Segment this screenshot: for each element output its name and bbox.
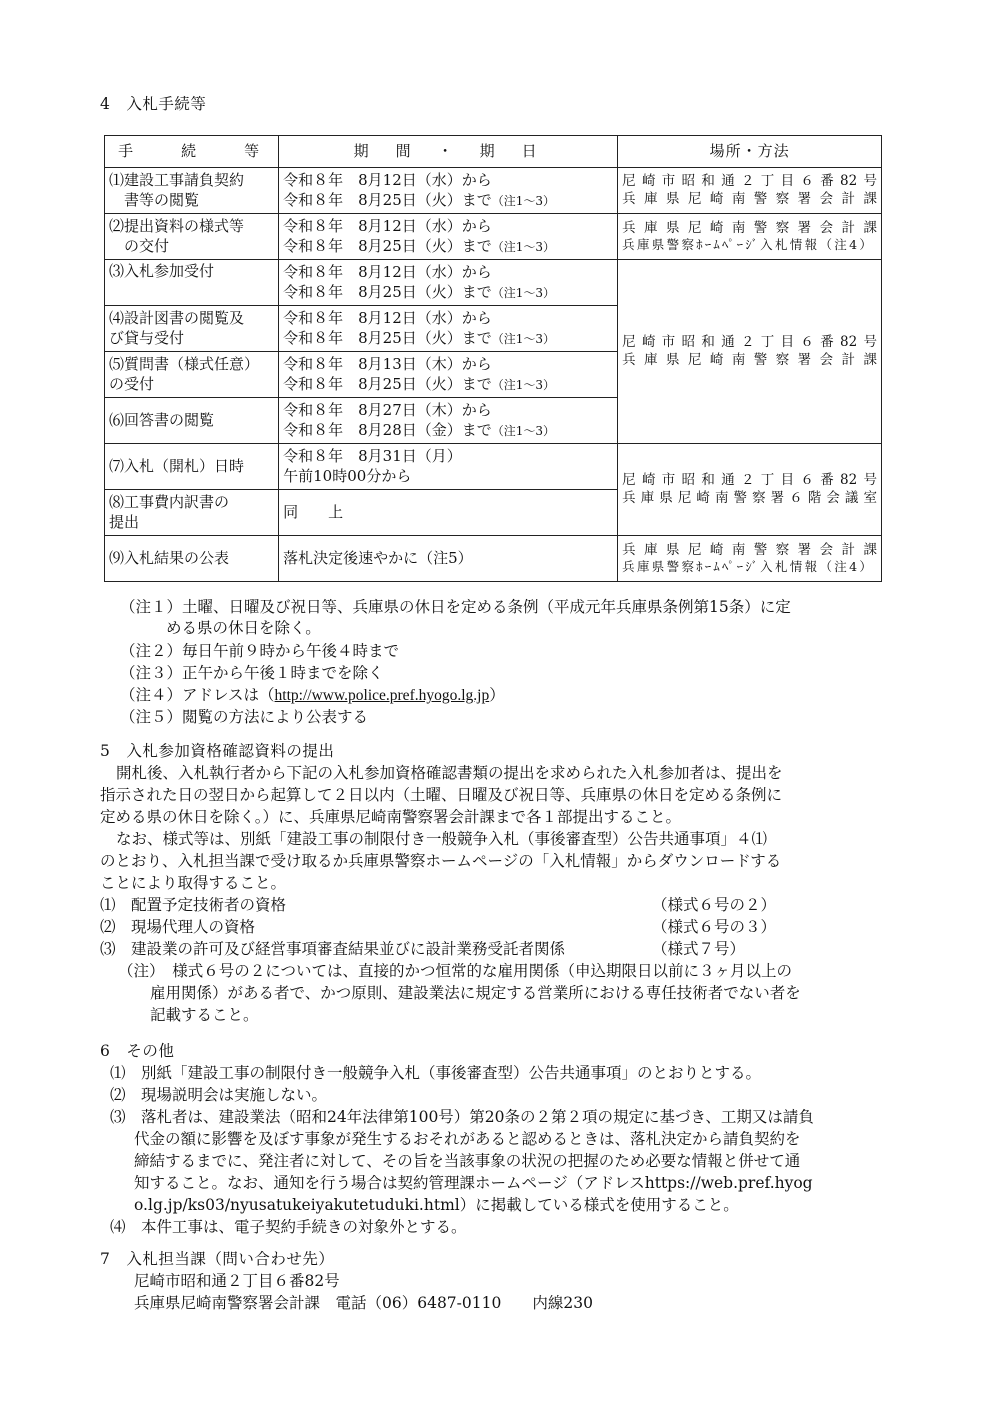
list-item: ⑶ 建設業の許可及び経営事項審査結果並びに設計業務受託者関係: [100, 940, 566, 958]
procedure-name: ⑹回答書の閲覧: [105, 398, 279, 444]
period-cell: 令和８年 8月12日（水）から 令和８年 8月25日（火）まで（注1〜3）: [279, 306, 618, 352]
list-item-cont: 締結するまでに、発注者に対して、その旨を当該事象の状況の把握のため必要な情報と併せて通: [134, 1152, 801, 1170]
note-3: （注３）正午から午後１時までを除く: [120, 664, 384, 682]
list-item: ⑶ 落札者は、建設業法（昭和24年法律第100号）第20条の２第２項の規定に基づき、工期又は請負: [110, 1108, 814, 1126]
section-5-note-cont: 雇用関係）がある者で、かつ原則、建設業法に規定する営業所における専任技術者でない者を: [150, 984, 801, 1002]
note-1: （注１）土曜、日曜及び祝日等、兵庫県の休日を定める条例（平成元年兵庫県条例第15条）に定: [120, 598, 791, 616]
section-7-heading: 7 入札担当課（問い合わせ先）: [100, 1250, 335, 1268]
list-item: ⑴ 配置予定技術者の資格: [100, 896, 287, 914]
form-ref: （様式６号の３）: [652, 918, 777, 936]
para1-line: 定める県の休日を除く。）に、兵庫県尼崎南警察署会計課まで各１部提出すること。: [100, 808, 681, 826]
list-item-cont: o.lg.jp/ks03/nyusatukeiyakutetuduki.html）に掲載している様式を使用すること。: [134, 1196, 739, 1214]
procedure-name: ⑷設計図書の閲覧及 び貸与受付: [105, 306, 279, 352]
header-period: 期 間 ・ 期 日: [279, 136, 618, 168]
list-item-cont: 知すること。なお、通知を行う場合は契約管理課ホームページ（アドレスhttps://web.pref.hyog: [134, 1174, 813, 1192]
police-website-link[interactable]: http://www.police.pref.hyogo.lg.jp: [274, 687, 490, 704]
note-1-cont: める県の休日を除く。: [166, 619, 321, 637]
procedure-name: ⑸質問書（様式任意） の受付: [105, 352, 279, 398]
list-item: ⑵ 現場説明会は実施しない。: [110, 1086, 328, 1104]
para2-line: なお、様式等は、別紙「建設工事の制限付き一般競争入札（事後審査型）公告共通事項」４⑴: [116, 830, 768, 848]
note-2: （注２）毎日午前９時から午後４時まで: [120, 642, 400, 660]
place-cell: 兵庫県尼崎南警察署会計課 兵庫県警察ﾎｰﾑﾍﾟｰｼﾞ入札情報（注4）: [618, 536, 882, 582]
period-cell: 落札決定後速やかに（注5）: [279, 536, 618, 582]
section-5-heading: 5 入札参加資格確認資料の提出: [100, 742, 335, 760]
section-4-heading: 4 入札手続等: [100, 95, 207, 113]
note-5: （注５）閲覧の方法により公表する: [120, 708, 369, 726]
period-cell: 令和８年 8月12日（水）から 令和８年 8月25日（火）まで（注1〜3）: [279, 168, 618, 214]
section-5-note-cont: 記載すること。: [150, 1006, 259, 1024]
period-cell: 令和８年 8月31日（月） 午前10時00分から: [279, 444, 618, 490]
note-4: （注４）アドレスは（http://www.police.pref.hyogo.lg.jp）: [120, 686, 505, 704]
procedure-name: ⑶入札参加受付: [105, 260, 279, 306]
section-6-heading: 6 その他: [100, 1042, 175, 1060]
place-cell: 尼崎市昭和通２丁目６番82号 兵庫県尼崎南警察署会計課: [618, 260, 882, 444]
procedure-table: [104, 135, 882, 582]
procedure-name: ⑺入札（開札）日時: [105, 444, 279, 490]
list-item: ⑴ 別紙「建設工事の制限付き一般競争入札（事後審査型）公告共通事項」のとおりとする。: [110, 1064, 762, 1082]
table-row: [105, 536, 882, 582]
table-row: [105, 260, 882, 306]
header-place: 場所・方法: [618, 136, 882, 168]
place-cell: 尼崎市昭和通２丁目６番82号 兵庫県尼崎南警察署会計課: [618, 168, 882, 214]
header-procedure: 手 続 等: [105, 136, 279, 168]
list-item-cont: 代金の額に影響を及ぼす事象が発生するおそれがあると認めるときは、落札決定から請負契約を: [134, 1130, 801, 1148]
procedure-name: ⑻工事費内訳書の 提出: [105, 490, 279, 536]
procedure-name: ⑼入札結果の公表: [105, 536, 279, 582]
period-cell: 令和８年 8月12日（水）から 令和８年 8月25日（火）まで（注1〜3）: [279, 214, 618, 260]
table-row: [105, 444, 882, 490]
section-5-note: （注） 様式６号の２については、直接的かつ恒常的な雇用関係（申込期限日以前に３ヶ月以上の: [118, 962, 792, 980]
para2-line: のとおり、入札担当課で受け取るか兵庫県警察ホームページの「入札情報」からダウンロードする: [100, 852, 782, 870]
period-cell: 令和８年 8月13日（木）から 令和８年 8月25日（火）まで（注1〜3）: [279, 352, 618, 398]
table-header-row: [105, 136, 882, 168]
list-item: ⑷ 本件工事は、電子契約手続きの対象外とする。: [110, 1218, 467, 1236]
form-ref: （様式６号の２）: [652, 896, 777, 914]
para1-line: 開札後、入札執行者から下記の入札参加資格確認書類の提出を求められた入札参加者は、提出を: [116, 764, 783, 782]
procedure-name: ⑵提出資料の様式等 の交付: [105, 214, 279, 260]
period-cell: 令和８年 8月27日（木）から 令和８年 8月28日（金）まで（注1〜3）: [279, 398, 618, 444]
list-item: ⑵ 現場代理人の資格: [100, 918, 256, 936]
para1-line: 指示された日の翌日から起算して２日以内（土曜、日曜及び祝日等、兵庫県の休日を定める条例に: [100, 786, 783, 804]
contact-address: 尼崎市昭和通２丁目６番82号: [134, 1272, 340, 1290]
table-row: [105, 214, 882, 260]
contact-phone: 兵庫県尼崎南警察署会計課 電話（06）6487-0110 内線230: [134, 1294, 593, 1312]
place-cell: 兵庫県尼崎南警察署会計課 兵庫県警察ﾎｰﾑﾍﾟｰｼﾞ入札情報（注4）: [618, 214, 882, 260]
place-cell: 尼崎市昭和通２丁目６番82号 兵庫県尼崎南警察署６階会議室: [618, 444, 882, 536]
period-cell: 同 上: [279, 490, 618, 536]
period-cell: 令和８年 8月12日（水）から 令和８年 8月25日（火）まで（注1〜3）: [279, 260, 618, 306]
para2-line: ことにより取得すること。: [100, 874, 287, 892]
form-ref: （様式７号）: [652, 940, 746, 958]
procedure-name: ⑴建設工事請負契約 書等の閲覧: [105, 168, 279, 214]
table-row: [105, 168, 882, 214]
